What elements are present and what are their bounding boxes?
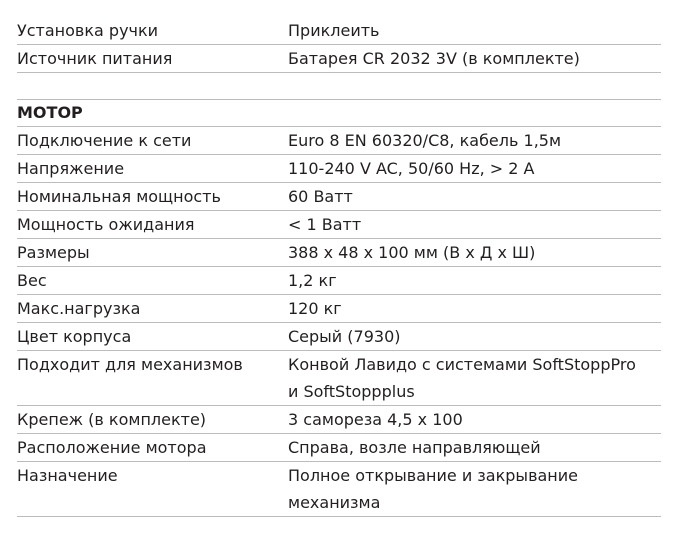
spec-row-power-source xyxy=(17,45,661,73)
spec-table xyxy=(17,17,661,517)
spec-value: 3 самореза 4,5 х 100 xyxy=(288,410,463,429)
spec-label: Крепеж (в комплекте) xyxy=(17,410,207,429)
spec-row-connection xyxy=(17,127,661,155)
spec-label: Вес xyxy=(17,271,47,290)
spec-row-housing-color xyxy=(17,323,661,351)
spec-row-max-load xyxy=(17,295,661,323)
spec-value-line: Полное открывание и закрывание xyxy=(288,466,578,485)
spec-label: Мощность ожидания xyxy=(17,215,195,234)
spec-value xyxy=(288,462,661,516)
spec-row-motor-position xyxy=(17,434,661,462)
spec-label: Установка ручки xyxy=(17,21,159,40)
spec-row-standby-power xyxy=(17,211,661,239)
spec-label: Расположение мотора xyxy=(17,438,207,457)
spec-label: Назначение xyxy=(17,466,118,485)
spec-value: < 1 Ватт xyxy=(288,215,362,234)
spec-value: Батарея CR 2032 3V (в комплекте) xyxy=(288,49,580,68)
spec-value: Euro 8 EN 60320/C8, кабель 1,5м xyxy=(288,131,562,150)
spec-label: Номинальная мощность xyxy=(17,187,221,206)
spec-label: Макс.нагрузка xyxy=(17,299,141,318)
spec-label: Подходит для механизмов xyxy=(17,355,243,374)
spec-value: 110-240 V AC, 50/60 Hz, > 2 A xyxy=(288,159,535,178)
spec-value: Приклеить xyxy=(288,21,380,40)
spec-row-purpose xyxy=(17,462,661,517)
spec-value: Справа, возле направляющей xyxy=(288,438,541,457)
spec-row-fasteners xyxy=(17,406,661,434)
spec-row-handle-mount xyxy=(17,17,661,45)
spec-value: 60 Ватт xyxy=(288,187,353,206)
spec-row-voltage xyxy=(17,155,661,183)
spec-row-compatible-mechanisms xyxy=(17,351,661,406)
section-title-motor: МОТОР xyxy=(17,100,661,127)
spec-row-rated-power xyxy=(17,183,661,211)
spec-value: 120 кг xyxy=(288,299,342,318)
spec-label: Подключение к сети xyxy=(17,131,192,150)
spec-value-line: и SoftStoppplus xyxy=(288,382,415,401)
spec-row-weight xyxy=(17,267,661,295)
spec-label: Цвет корпуса xyxy=(17,327,132,346)
spec-row-dimensions xyxy=(17,239,661,267)
spec-value: Серый (7930) xyxy=(288,327,401,346)
spec-value-line: механизма xyxy=(288,493,381,512)
spec-value: 1,2 кг xyxy=(288,271,337,290)
spec-value xyxy=(288,351,661,405)
spec-label: Напряжение xyxy=(17,159,125,178)
spec-value-line: Конвой Лавидо с системами SoftStoppPro xyxy=(288,355,636,374)
spec-value: 388 x 48 x 100 мм (В х Д х Ш) xyxy=(288,243,536,262)
section-spacer xyxy=(17,73,661,100)
spec-label: Размеры xyxy=(17,243,90,262)
spec-label: Источник питания xyxy=(17,49,173,68)
